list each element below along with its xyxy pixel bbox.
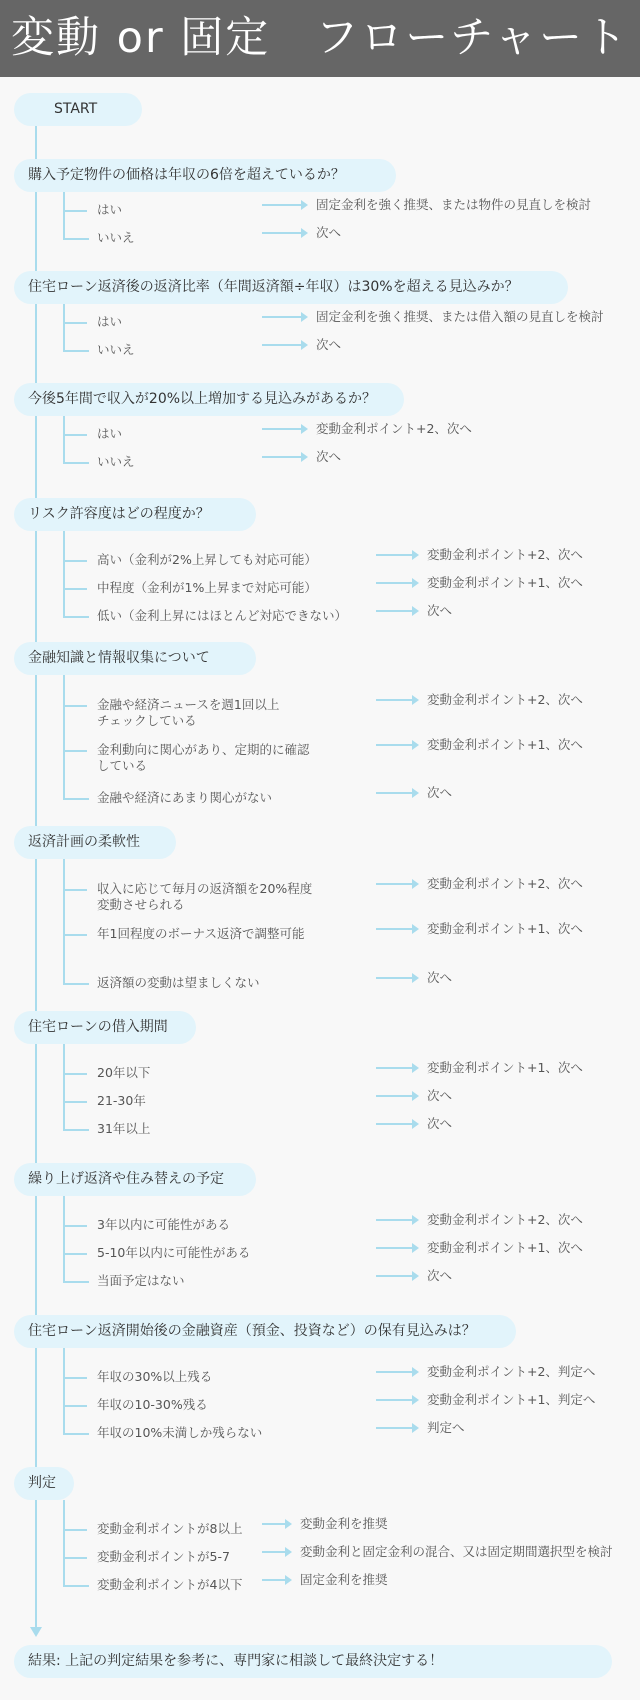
option-branch-line <box>63 1377 87 1379</box>
result-label: 固定金利を推奨 <box>300 1572 388 1587</box>
option-label: 年1回程度のボーナス返済で調整可能 <box>97 926 305 941</box>
question-node: 住宅ローン返済後の返済比率（年間返済額÷年収）は30%を超える見込みか？ <box>14 271 568 304</box>
option-branch-line <box>63 588 87 590</box>
result-label: 次へ <box>427 1088 453 1103</box>
result-label: 次へ <box>427 603 453 618</box>
option-arrow <box>376 1067 416 1069</box>
option-label: 金融や経済ニュースを週1回以上 チェックしている <box>97 697 280 728</box>
result-label: 変動金利ポイント+1、次へ <box>427 1240 583 1255</box>
option-arrow <box>262 344 305 346</box>
option-label: 当面予定はない <box>97 1273 185 1288</box>
option-label: 高い（金利が2%上昇しても対応可能） <box>97 552 317 567</box>
question-node: 住宅ローン返済開始後の金融資産（預金、投資など）の保有見込みは？ <box>14 1315 516 1348</box>
result-label: 変動金利ポイント+1、判定へ <box>427 1392 596 1407</box>
result-label: 変動金利ポイント+1、次へ <box>427 737 583 752</box>
option-branch-line <box>63 1101 87 1103</box>
option-label: 収入に応じて毎月の返済額を20%程度 変動させられる <box>97 881 313 912</box>
option-arrow <box>262 1579 289 1581</box>
option-connector <box>63 1196 89 1283</box>
question-node: 返済計画の柔軟性 <box>14 826 176 859</box>
result-label: 変動金利ポイント+1、次へ <box>427 1060 583 1075</box>
option-label: はい <box>97 314 123 329</box>
question-node: 判定 <box>14 1467 74 1500</box>
option-label: 金融や経済にあまり関心がない <box>97 790 273 805</box>
option-branch-line <box>63 934 87 936</box>
option-branch-line <box>63 889 87 891</box>
option-arrow <box>376 977 416 979</box>
option-label: いいえ <box>97 454 135 469</box>
question-node: 繰り上げ返済や住み替えの予定 <box>14 1163 256 1196</box>
option-connector <box>63 192 89 240</box>
question-node: 住宅ローンの借入期間 <box>14 1011 196 1044</box>
option-label: 低い（金利上昇にはほとんど対応できない） <box>97 608 348 623</box>
option-label: 21-30年 <box>97 1093 146 1108</box>
option-label: いいえ <box>97 230 135 245</box>
option-arrow <box>376 610 416 612</box>
option-connector <box>63 859 89 985</box>
result-label: 次へ <box>316 449 342 464</box>
option-arrow <box>376 699 416 701</box>
main-flow-arrowhead <box>30 1627 42 1637</box>
option-arrow <box>376 1275 416 1277</box>
option-label: 3年以内に可能性がある <box>97 1217 230 1232</box>
option-connector <box>63 1044 89 1131</box>
result-label: 次へ <box>427 785 453 800</box>
option-arrow <box>376 1399 416 1401</box>
option-branch-line <box>63 1529 87 1531</box>
result-label: 変動金利ポイント+1、次へ <box>427 575 583 590</box>
option-branch-line <box>63 1073 87 1075</box>
option-label: 金利動向に関心があり、定期的に確認 している <box>97 742 310 773</box>
option-branch-line <box>63 1557 87 1559</box>
option-label: 変動金利ポイントが5-7 <box>97 1549 230 1564</box>
result-label: 固定金利を強く推奨、または借入額の見直しを検討 <box>316 309 604 324</box>
result-label: 変動金利ポイント+2、次へ <box>316 421 472 436</box>
option-arrow <box>376 1371 416 1373</box>
question-node: 購入予定物件の価格は年収の6倍を超えているか？ <box>14 159 396 192</box>
option-connector <box>63 1500 89 1587</box>
option-connector <box>63 416 89 464</box>
result-label: 次へ <box>316 337 342 352</box>
option-branch-line <box>63 322 87 324</box>
option-connector <box>63 304 89 352</box>
option-arrow <box>376 1247 416 1249</box>
question-node: リスク許容度はどの程度か？ <box>14 498 256 531</box>
option-arrow <box>376 1095 416 1097</box>
result-label: 次へ <box>427 970 453 985</box>
option-arrow <box>376 582 416 584</box>
option-label: いいえ <box>97 342 135 357</box>
option-label: 年収の10%未満しか残らない <box>97 1425 263 1440</box>
result-label: 変動金利ポイント+2、次へ <box>427 692 583 707</box>
option-arrow <box>262 232 305 234</box>
result-label: 変動金利ポイント+2、次へ <box>427 876 583 891</box>
option-label: 年収の10-30%残る <box>97 1397 208 1412</box>
result-label: 判定へ <box>427 1420 465 1435</box>
option-arrow <box>376 883 416 885</box>
option-branch-line <box>63 705 87 707</box>
option-arrow <box>376 554 416 556</box>
option-label: 変動金利ポイントが8以上 <box>97 1521 243 1536</box>
start-node: START <box>14 93 142 126</box>
option-label: はい <box>97 426 123 441</box>
option-label: 変動金利ポイントが4以下 <box>97 1577 243 1592</box>
result-label: 次へ <box>316 225 342 240</box>
main-flow-line <box>35 120 37 1630</box>
option-label: 中程度（金利が1%上昇まで対応可能） <box>97 580 317 595</box>
option-arrow <box>262 204 305 206</box>
result-label: 変動金利と固定金利の混合、又は固定期間選択型を検討 <box>300 1544 613 1559</box>
option-arrow <box>376 1427 416 1429</box>
result-label: 固定金利を強く推奨、または物件の見直しを検討 <box>316 197 592 212</box>
option-arrow <box>376 792 416 794</box>
option-arrow <box>262 1523 289 1525</box>
option-arrow <box>262 316 305 318</box>
option-branch-line <box>63 434 87 436</box>
conclusion-node: 結果: 上記の判定結果を参考に、専門家に相談して最終決定する！ <box>14 1645 612 1678</box>
option-label: はい <box>97 202 123 217</box>
option-arrow <box>262 428 305 430</box>
option-arrow <box>376 1219 416 1221</box>
option-arrow <box>262 456 305 458</box>
option-branch-line <box>63 750 87 752</box>
result-label: 変動金利ポイント+2、次へ <box>427 1212 583 1227</box>
result-label: 変動金利ポイント+2、次へ <box>427 547 583 562</box>
question-node: 金融知識と情報収集について <box>14 642 256 675</box>
option-arrow <box>376 744 416 746</box>
option-arrow <box>262 1551 289 1553</box>
option-label: 20年以下 <box>97 1065 151 1080</box>
option-branch-line <box>63 210 87 212</box>
result-label: 変動金利を推奨 <box>300 1516 388 1531</box>
option-label: 31年以上 <box>97 1121 151 1136</box>
option-arrow <box>376 928 416 930</box>
result-label: 変動金利ポイント+2、判定へ <box>427 1364 596 1379</box>
page-title: 変動 or 固定 フローチャート <box>0 0 640 77</box>
option-connector <box>63 531 89 618</box>
option-branch-line <box>63 1225 87 1227</box>
option-arrow <box>376 1123 416 1125</box>
option-connector <box>63 1348 89 1435</box>
option-connector <box>63 675 89 800</box>
question-node: 今後5年間で収入が20%以上増加する見込みがあるか？ <box>14 383 404 416</box>
option-branch-line <box>63 560 87 562</box>
result-label: 次へ <box>427 1116 453 1131</box>
option-label: 返済額の変動は望ましくない <box>97 975 260 990</box>
result-label: 次へ <box>427 1268 453 1283</box>
option-branch-line <box>63 1253 87 1255</box>
option-branch-line <box>63 1405 87 1407</box>
result-label: 変動金利ポイント+1、次へ <box>427 921 583 936</box>
option-label: 年収の30%以上残る <box>97 1369 213 1384</box>
option-label: 5-10年以内に可能性がある <box>97 1245 251 1260</box>
